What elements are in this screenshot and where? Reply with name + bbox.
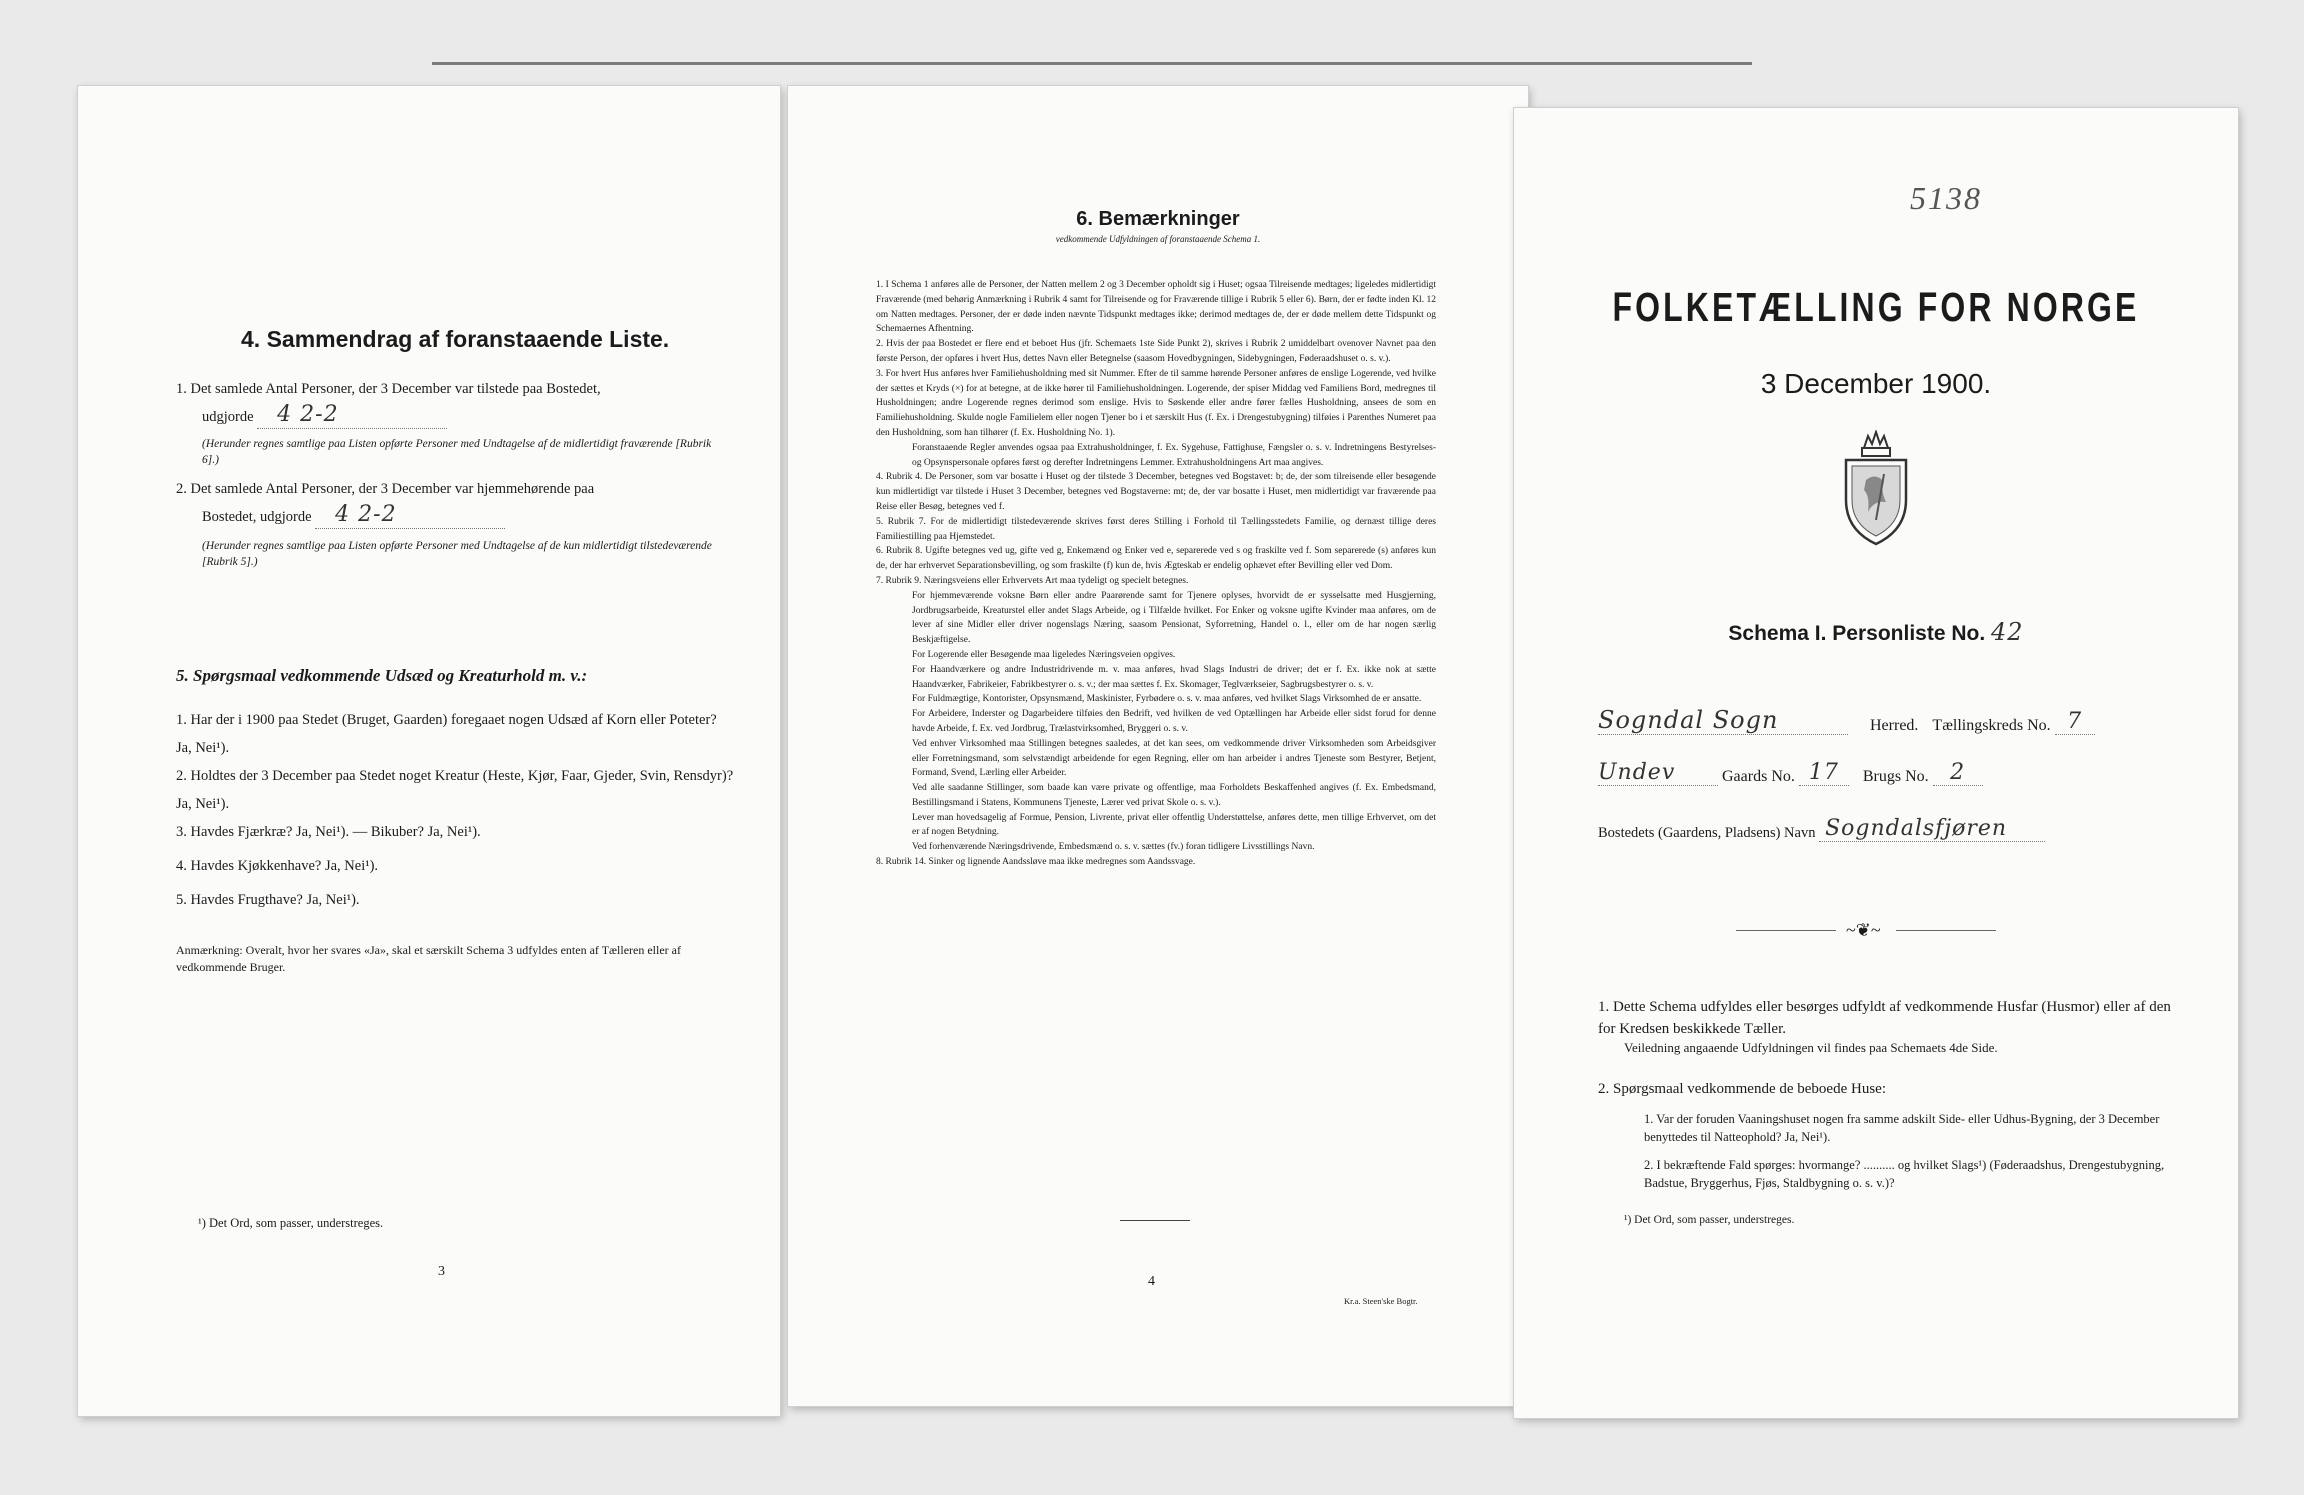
instruction-1-text: 1. Dette Schema udfyldes eller besørges udfyldt af vedkommende Husfar (Husmor) eller af den for Kredsen beskikkede Tæller. (1598, 999, 2171, 1037)
bosted-row (1598, 816, 2045, 842)
question-4: 4. Havdes Kjøkkenhave? Ja, Nei¹). (176, 858, 379, 874)
summary-item-1-label: udgjorde (202, 409, 254, 425)
brugs-label: Brugs No. (1862, 768, 1929, 785)
remark-paragraph: For hjemmeværende voksne Børn eller andre Paarørende samt for Tjenere oplyses, hvorvidt de er sysselsatte med Husgjerning, Jordbrugsarbeide, Kreaturstel eller andet Slags Arbeide, og i Tilfælde hvilket. For Enker og voksne ugifte Kvinder maa anføres, om de lever af sine Midler eller driver nogenslags Næring, saasom Pensionat, Syforretning, Handel o. l., eller om de har nogen særlig Beskjæftigelse. (912, 590, 1436, 646)
summary-item-2 (176, 476, 726, 530)
summary-item-1-value: 4 2-2 (257, 402, 447, 429)
remark-paragraph: 1. I Schema 1 anføres alle de Personer, der Natten mellem 2 og 3 December opholdt sig i Huset; ogsaa Tilreisende medtages; ligeledes midlertidigt Fraværende (med behørig Anmærkning i Rubrik 4 samt for Tilreisende og for Fraværende tillige i Rubrik 5 eller 6). Børn, der er fødte inden Kl. 12 om Natten medtages. Personer, der er døde inden nævnte Tidspunkt medtages ikke; derimod medtages de, der er døde mellem dette Tidspunkt og Schemaernes Afhentning. (876, 280, 1436, 335)
remark-paragraph: 7. Rubrik 9. Næringsveiens eller Erhvervets Art maa tydeligt og specielt betegnes. (876, 575, 1189, 586)
ornament-line-left (1736, 930, 1836, 931)
remark-paragraph: Lever man hovedsagelig af Formue, Pension, Livrente, privat eller offentlig Understøttelse, anføres dette, men tillige Erhvervet, om det er af nogen Betydning. (912, 812, 1436, 838)
kreds-label: Tællingskreds No. (1932, 717, 2051, 734)
page-number: 4 (1148, 1274, 1155, 1289)
page-5 (1514, 108, 2238, 1418)
document-spread (78, 78, 2238, 1418)
question-3: 3. Havdes Fjærkræ? Ja, Nei¹). — Bikuber? Ja, Nei¹). (176, 824, 481, 840)
census-title: FOLKETÆLLING FOR NORGE (1612, 284, 2140, 330)
footnote: ¹) Det Ord, som passer, understreges. (1624, 1214, 1795, 1226)
instruction-1-sub: Veiledning angaaende Udfyldningen vil findes paa Schemaets 4de Side. (1624, 1040, 1998, 1055)
summary-item-1 (176, 376, 726, 430)
house-question-2: 2. I bekræftende Fald spørges: hvormange? .......... og hvilket Slags¹) (Føderaadshus, Drengestubygning, Badstue, Bryggerhus, Fjøs, Staldbygning o. s. v.)? (1644, 1158, 2165, 1190)
remark-paragraph: For Arbeidere, Inderster og Dagarbeidere tilføies den Bedrift, ved hvilken de ved Optællingen har Arbeide eller sidst forud for denne havde Arbeide, f. Ex. ved Jordbrug, Trælastvirksomhed, Bryggeri o. s. v. (912, 709, 1436, 734)
summary-item-2-value: 4 2-2 (315, 502, 505, 529)
divider (1120, 1220, 1190, 1221)
question-5: 5. Havdes Frugthave? Ja, Nei¹). (176, 892, 360, 908)
remark-paragraph: For Logerende eller Besøgende maa ligeledes Næringsveien opgives. (912, 649, 1176, 660)
question-2: 2. Holdtes der 3 December paa Stedet noget Kreatur (Heste, Kjør, Faar, Gjeder, Svin, Rensdyr)? Ja, Nei¹). (176, 768, 734, 812)
remarks-body (876, 278, 1436, 870)
herred-label: Herred. (1870, 717, 1919, 734)
coat-of-arms-icon (1836, 430, 1916, 550)
herred-value: Sogndal Sogn (1598, 706, 1848, 735)
summary-item-2-label: Bostedet, udgjorde (202, 509, 312, 525)
kreds-value: 7 (2055, 709, 2095, 735)
ornament-line-right (1896, 930, 1996, 931)
remark-paragraph: 2. Hvis der paa Bostedet er flere end et beboet Hus (jfr. Schemaets 1ste Side Punkt 2), skrives i Rubrik 2 umiddelbart ovenover Navnet paa den første Person, der opføres i hvert Hus, dettes Navn eller Betegnelse (saasom Hovedbygningen, Sidebygningen, Føderaadshuset o. s. v.). (876, 339, 1436, 364)
questions-heading: 5. Spørgsmaal vedkommende Udsæd og Kreaturhold m. v.: (176, 666, 588, 685)
gaard-prefix: Undev (1598, 760, 1718, 786)
summary-item-1-text: 1. Det samlede Antal Personer, der 3 December var tilstede paa Bostedet, (176, 381, 601, 397)
brugs-value: 2 (1933, 760, 1983, 786)
bosted-label: Bostedets (Gaardens, Pladsens) Navn (1598, 825, 1816, 841)
page-number: 3 (438, 1264, 445, 1279)
remark-paragraph: 6. Rubrik 8. Ugifte betegnes ved ug, gifte ved g, Enkemænd og Enker ved e, separerede ved s og fraskilte ved f. Som separerede (s) anføres kun de, der har erhvervet Separationsbevilling, og som fraskilte (f) kun de, hvis Ægteskab er endelig ophævet efter Bevilling eller ved Dom. (876, 546, 1436, 572)
summary-item-1-note: (Herunder regnes samtlige paa Listen opførte Personer med Undtagelse af de midlertidigt fraværende [Rubrik 6].) (202, 438, 712, 466)
instruction-1 (1598, 996, 2174, 1056)
census-date: 3 December 1900. (1760, 368, 1992, 399)
herred-row (1598, 706, 2095, 735)
remark-paragraph: Ved forhenværende Næringsdrivende, Embedsmænd o. s. v. sættes (fv.) foran tidligere Livsstillings Navn. (912, 842, 1315, 853)
page-3 (78, 86, 780, 1416)
remark-paragraph: Ved alle saadanne Stillinger, som baade kan være private og offentlige, maa Forholdets Beskaffenhed angives (f. Ex. Embedsmand, Bestillingsmand i Statens, Kommunens Tjeneste, Lærer ved privat Skole o. s. v.). (912, 783, 1436, 808)
printer-credit: Kr.a. Steen'ske Bogtr. (1344, 1296, 1418, 1306)
remark-paragraph: 3. For hvert Hus anføres hver Familiehusholdning med sit Nummer. Efter de til samme hørende Personer anføres de enslige Logerende, ved hvilke der sættes et Kryds (×) for at betegne, at de ikke hører til Familiehusholdningen. Logerende, der spiser Middag ved Familiens Bord, medregnes til Husholdningen; andre Logerende regnes derimod som enslige. Hvis to Søskende eller andre fører fælles Husholdning, ansees de som en Familiehusholdning. Skulde nogle Familielem eller nogen Tjener bo i et særskilt Hus (f. Ex. i Drengestubygning) tilføies i Parenthes Numeret paa den Husholdning, som han tilhører (f. Ex. Husholdning No. 1). (876, 368, 1436, 438)
remark-paragraph: 4. Rubrik 4. De Personer, som var bosatte i Huset og der tilstede 3 December, betegnes ved Bogstavet: b; de, der som tilreisende eller besøgende kun midlertidigt var tilstede i Huset 3 December, betegnes ved Bogstaverne: mt; de, der var bosatte i Huset, men midlertidigt var fraværende paa Reise eller Besøg, betegnes ved f. (876, 472, 1436, 512)
remark-paragraph: For Haandværkere og andre Industridrivende m. v. maa anføres, hvad Slags Industri de driver; det er f. Ex. ikke nok at sætte Haandværker, Fabrikeier, Fabrikbestyrer o. s. v.; der maa sættes f. Ex. Skomager, Teglværkseier, Sagbrugsbestyrer o. s. v. (912, 664, 1436, 690)
remark-paragraph: For Fuldmægtige, Kontorister, Opsynsmænd, Maskinister, Fyrbødere o. s. v. maa anføres, ved hvilket Slags Virksomhed de er ansatte. (912, 694, 1422, 705)
ornament: ~❦~ (1846, 920, 1881, 940)
remark-paragraph: 5. Rubrik 7. For de midlertidigt tilstedeværende skrives først deres Stilling i Forhold til Tællingsstedets Familie, og dernæst tillige deres Familiestilling paa Hjemstedet. (876, 516, 1436, 542)
house-question-1: 1. Var der foruden Vaaningshuset nogen fra samme adskilt Side- eller Udhus-Bygning, der 3 December benyttedes til Natteophold? Ja, Nei¹). (1644, 1112, 2160, 1144)
gaard-label: Gaards No. (1722, 768, 1795, 785)
remark-text: Anmærkning: Overalt, hvor her svares «Ja», skal et særskilt Schema 3 udfyldes enten af Tælleren eller af vedkommende Bruger. (176, 943, 681, 974)
bosted-value: Sogndalsfjøren (1819, 816, 2045, 842)
schema-label (1514, 618, 2238, 646)
question-1: 1. Har der i 1900 paa Stedet (Bruget, Gaarden) foregaaet nogen Udsæd af Korn eller Poteter? Ja, Nei¹). (176, 712, 717, 756)
gaard-row (1598, 760, 1983, 786)
footnote: ¹) Det Ord, som passer, understreges. (198, 1216, 384, 1230)
remark-paragraph: Foranstaaende Regler anvendes ogsaa paa Extrahusholdninger, f. Ex. Sygehuse, Fattighuse, Fængsler o. s. v. Indretningens Bestyrelses- og Opsynspersonale opføres først og derefter Indretningens Lemmer. Extrahusholdningens Art maa angives. (912, 442, 1436, 468)
summary-item-2-text: 2. Det samlede Antal Personer, der 3 December var hjemmehørende paa (176, 481, 595, 497)
remark-paragraph: 8. Rubrik 14. Sinker og lignende Aandssløve maa ikke medregnes som Aandssvage. (876, 857, 1196, 868)
page-4 (788, 86, 1528, 1406)
summary-item-2-note: (Herunder regnes samtlige paa Listen opførte Personer med Undtagelse af de kun midlertidigt tilstedeværende [Rubrik 5].) (202, 540, 712, 568)
instruction-2: 2. Spørgsmaal vedkommende de beboede Huse: (1598, 1081, 1886, 1097)
schema-label-text: Schema I. Personliste No. (1728, 622, 1986, 645)
schema-number: 42 (1991, 618, 2024, 646)
remark-paragraph: Ved enhver Virksomhed maa Stillingen betegnes saaledes, at det kan sees, om vedkommende driver Virksomheden som Arbeidsgiver eller Forretningsmand, som selvstændigt arbeidende for egen Regning, eller om han arbeider i andres Tjeneste som Bestyrer, Betjent, Formand, Svend, Lærling eller Arbeider. (912, 738, 1436, 779)
archive-number: 5138 (1910, 180, 1982, 216)
top-rule (432, 62, 1752, 65)
summary-heading: 4. Sammendrag af foranstaaende Liste. (241, 326, 670, 352)
gaard-value: 17 (1799, 760, 1849, 786)
remarks-heading: 6. Bemærkninger (1076, 208, 1240, 230)
remarks-subtitle: vedkommende Udfyldningen af foranstaaende Schema 1. (1055, 234, 1261, 244)
